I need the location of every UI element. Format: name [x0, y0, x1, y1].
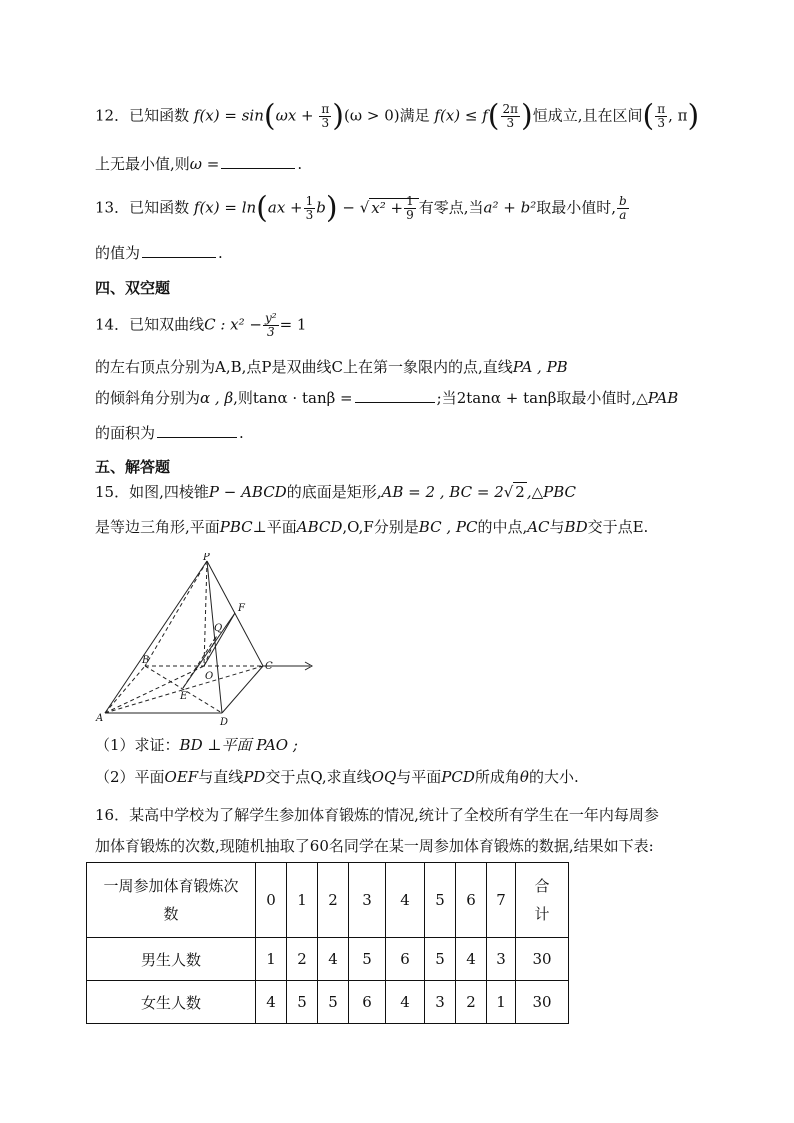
table-row: 女生人数 4 5 5 6 4 3 2 1 30 — [87, 981, 569, 1024]
figure-label-e: E — [180, 691, 188, 702]
q15-line2: 是等边三角形,平面PBC⊥平面ABCD,O,F分别是BC , PC的中点,AC与BD交于点E. — [95, 518, 649, 536]
figure-label-f: F — [238, 603, 245, 614]
figure-label-p: P — [203, 553, 210, 563]
q13-line1: 13．已知函数 f(x) = ln(ax + $\frac{1}{3}$ b) − √ x² + $\frac{1}{9}$ 有零点,当a² + b²取最小值时, $\frac{b}{a}$ — [95, 190, 627, 226]
table-col-header: 7 — [487, 863, 516, 938]
q13-line2: 的值为 . — [95, 244, 223, 262]
table-row: 男生人数 1 2 4 5 6 5 4 3 30 — [87, 938, 569, 981]
table-total-header: 合 计 — [516, 863, 569, 938]
q12-line2: 上无最小值,则ω = . — [95, 155, 303, 173]
frac-pi-over-3: $\frac{\pi}{3}$ — [321, 102, 330, 130]
q12-line1: 12．已知函数 f(x) = sin(ωx + $\frac{\pi}{3}$ )(ω > 0)满足 f(x) ≤ f( $\frac{2\pi}{3}$ )恒成立,且在区间( $\frac{\pi}{3}$ , π) — [95, 98, 700, 134]
pyramid-figure — [95, 553, 325, 728]
q15-sub2: （2）平面OEF与直线PD交于点Q,求直线OQ与平面PCD所成角θ的大小. — [95, 768, 579, 786]
figure-label-b: B — [142, 655, 150, 666]
answer-blank-2[interactable] — [157, 423, 237, 438]
q14-line3: 的倾斜角分别为α , β,则tanα · tanβ = ;当2tanα + tanβ取最小值时,△PAB — [95, 389, 679, 407]
figure-label-a: A — [96, 713, 104, 724]
table-col-header: 4 — [386, 863, 425, 938]
answer-blank[interactable] — [221, 154, 295, 169]
frac-2pi-over-3: $\frac{2\pi}{3}$ — [502, 102, 519, 130]
figure-label-q: Q — [214, 623, 223, 634]
section-heading: 五、解答题 — [95, 458, 171, 476]
section-heading: 四、双空题 — [95, 279, 171, 297]
answer-blank[interactable] — [142, 243, 216, 258]
table-col-header: 6 — [456, 863, 487, 938]
table-col-header: 3 — [349, 863, 386, 938]
q14-line2: 的左右顶点分别为A,B,点P是双曲线C上在第一象限内的点,直线PA , PB — [95, 358, 568, 376]
table-col-header: 5 — [425, 863, 456, 938]
q16-line2: 加体育锻炼的次数,现随机抽取了60名同学在某一周参加体育锻炼的数据,结果如下表: — [95, 837, 654, 855]
table-col-header: 2 — [318, 863, 349, 938]
answer-blank-1[interactable] — [355, 388, 435, 403]
q15-sub1: （1）求证：BD ⊥平面 PAO ; — [95, 736, 298, 754]
table-col-header: 0 — [256, 863, 287, 938]
exercise-table — [86, 862, 569, 1024]
table-header-label: 一周参加体育锻炼次 数 — [87, 863, 256, 938]
figure-label-o: O — [205, 671, 214, 682]
q14-line4: 的面积为 . — [95, 424, 244, 442]
q14-line1: 14．已知双曲线C : x² − $\frac{\text{y²}}{3}$ = 1 — [95, 311, 307, 339]
q16-line1: 16．某高中学校为了解学生参加体育锻炼的情况,统计了全校所有学生在一年内每周参 — [95, 806, 659, 824]
table-col-header: 1 — [287, 863, 318, 938]
q15-line1: 15．如图,四棱锥P − ABCD的底面是矩形,AB = 2 , BC = 2√ 2 ,△PBC — [95, 483, 577, 501]
figure-label-d: D — [220, 717, 229, 728]
figure-label-c: C — [265, 661, 273, 672]
table-header-row — [87, 863, 569, 938]
